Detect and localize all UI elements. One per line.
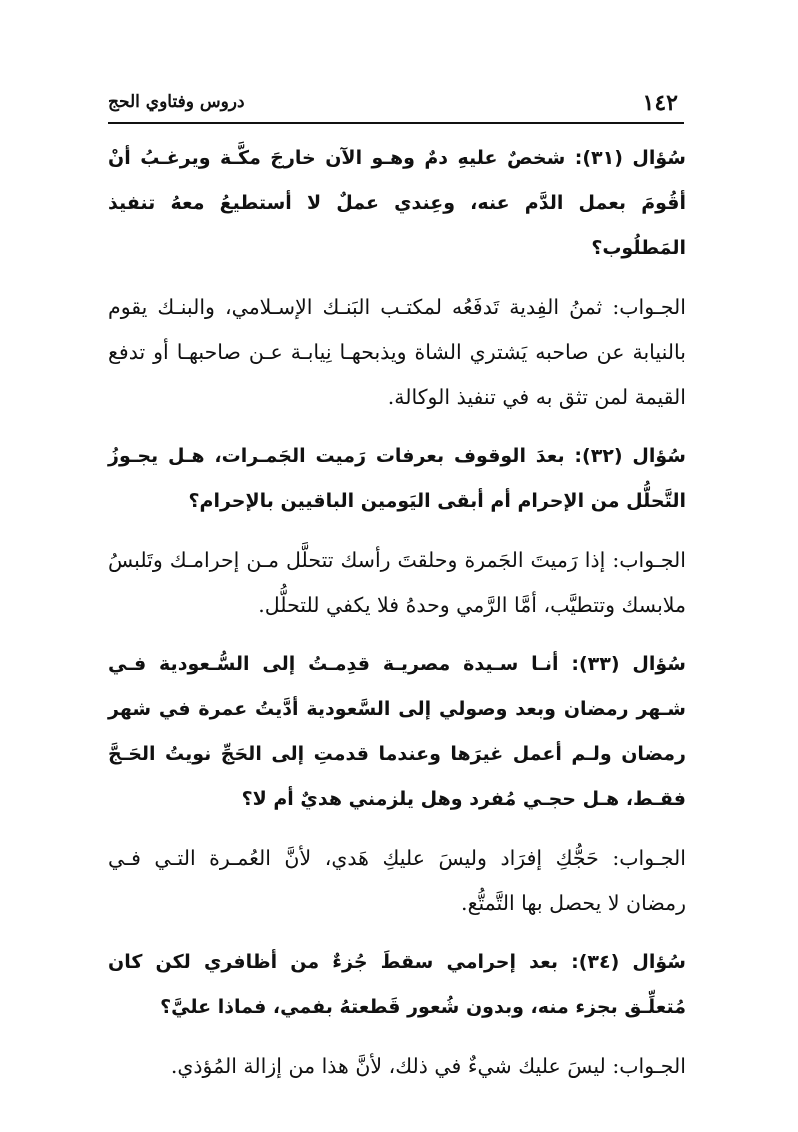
answer-32: الجـواب: إذا رَميتَ الجَمرة وحلقتَ رأسك تتحلَّل مـن إحرامـك وتَلبسُ ملابسك وتتطيَّب، أمَّا الرَّمي وحدهُ فلا يكفي للتحلُّل. — [108, 548, 686, 617]
answer-33: الجـواب: حَجُّكِ إفرَاد وليسَ عليكِ هَدي، لأنَّ العُمـرة التـي فـي رمضان لا يحصل بها التَّمتُّع. — [108, 846, 686, 915]
answer-34: الجـواب: ليسَ عليك شيءٌ في ذلك، لأنَّ هذا من إزالة المُؤذي. — [170, 1054, 686, 1078]
running-title: دروس وفتاوي الحج — [108, 92, 245, 112]
question-31: سُؤال (٣١): شخصٌ عليهِ دمٌ وهـو الآن خارجَ مكَّـة ويرغـبُ أنْ أقُومَ بعمل الدَّم عنه، وعِندي عملٌ لا أستطيعُ معهُ تنفيذ المَطلُوب؟ — [108, 147, 686, 259]
question-33: سُؤال (٣٣): أنـا سـيدة مصريـة قدِمـتُ إلى السُّـعودية فـي شـهر رمضان وبعد وصولي إلى السَّعودية أدَّيتُ عمرة في شهر رمضان ولـم أعمل غيرَها وعندما قدمتِ إلى الحَجِّ نويتُ الحَـجَّ فقـط، هـل حجـي مُفرد وهل يلزمني هديٌ أم لا؟ — [108, 653, 686, 810]
question-34: سُؤال (٣٤): بعد إحرامي سقطَ جُزءٌ من أظافري لكن كان مُتعلِّـق بجزء منه، وبدون شُعور قَطعتهُ بفمي، فماذا عليَّ؟ — [108, 951, 686, 1018]
page-body — [108, 132, 686, 1103]
answer-31: الجـواب: ثمنُ الفِدية تَدفَعُه لمكتـب البَنـك الإسـلامي، والبنـك يقوم بالنيابة عن صاحبه يَشتري الشاة ويذبحهـا نِيابـة عـن صاحبهـا أو تدفع القيمة لمن تثق به في تنفيذ الوكالة. — [108, 295, 686, 409]
page-number: ١٤٢ — [642, 90, 678, 116]
page-header — [108, 88, 684, 124]
question-32: سُؤال (٣٢): بعدَ الوقوف بعرفات رَميت الجَمـرات، هـل يجـوزُ التَّحلُّل من الإحرام أم أبقى اليَومين الباقيين بالإحرام؟ — [108, 445, 686, 512]
